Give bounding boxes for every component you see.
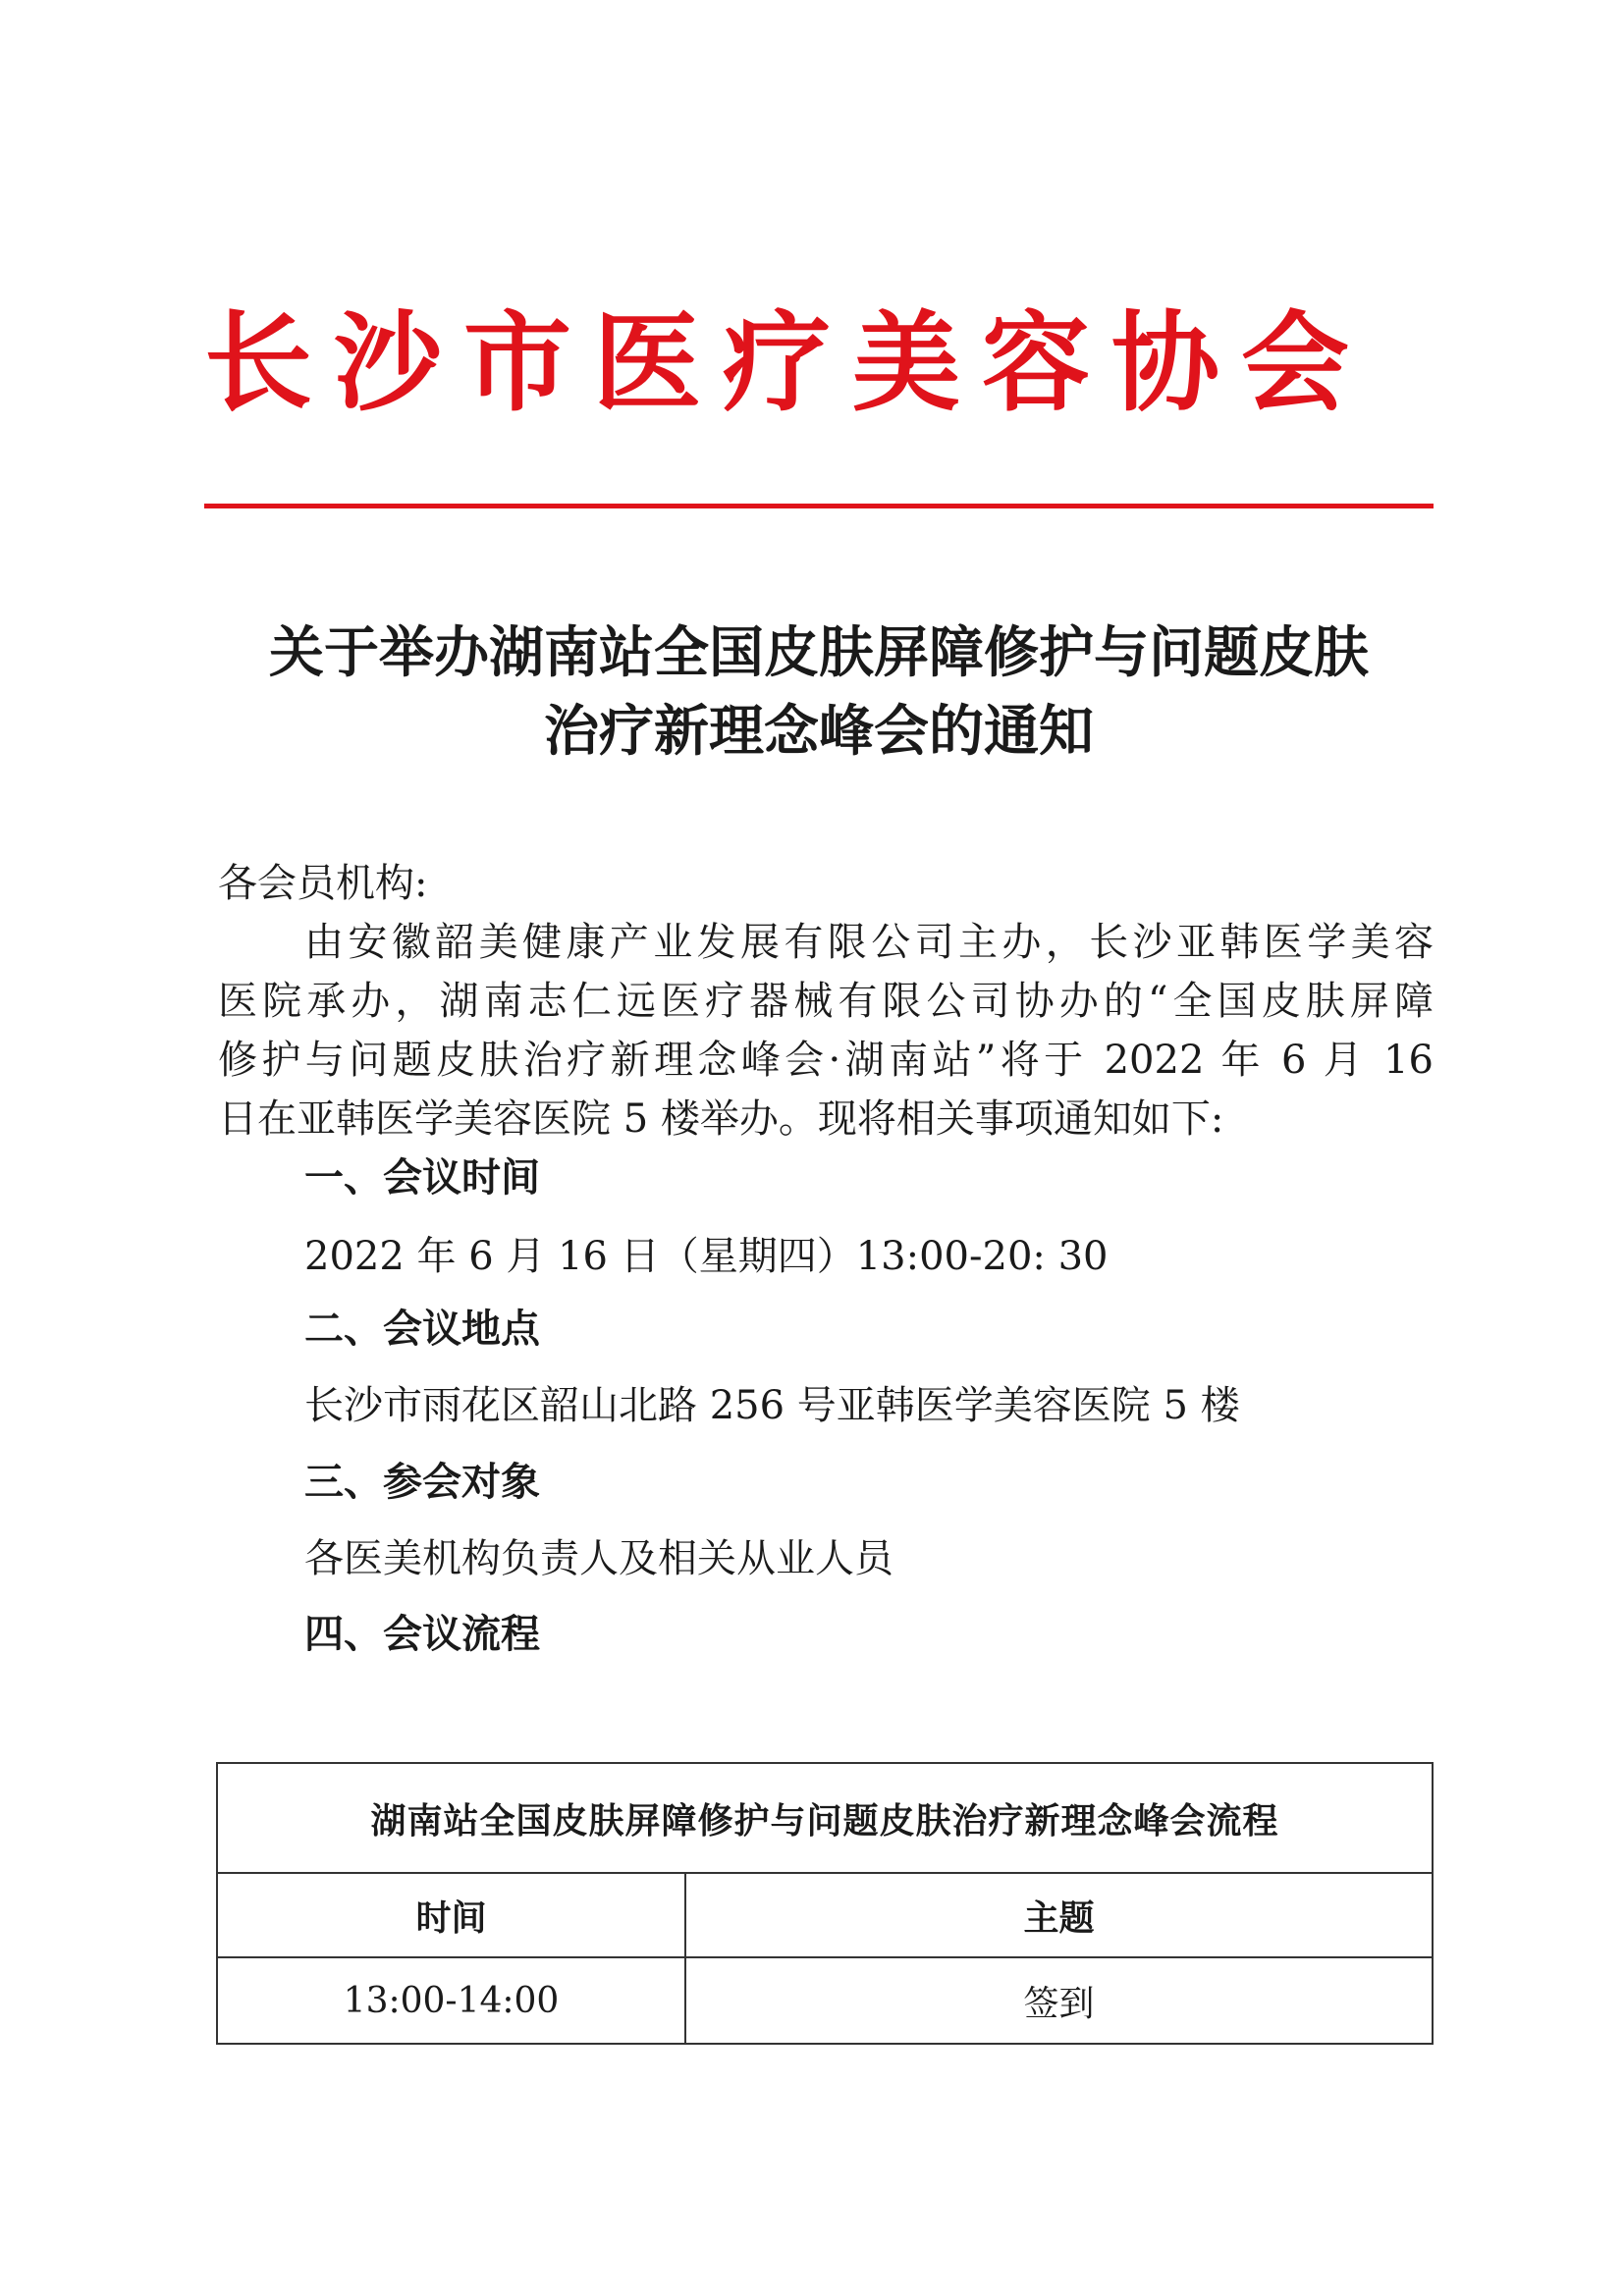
- agenda-table: [216, 1762, 1434, 2045]
- notice-title-line-1: 关于举办湖南站全国皮肤屏障修护与问题皮肤: [269, 620, 1369, 685]
- section-text-time: 2022 年 6 月 16 日（星期四）13:00-20: 30: [304, 1234, 1109, 1279]
- section-heading-agenda: 四、会议流程: [304, 1612, 540, 1657]
- intro-line-1: 由安徽韶美健康产业发展有限公司主办，长沙亚韩医学美容: [304, 920, 1434, 965]
- column-header-topic: 主题: [685, 1873, 1433, 1957]
- notice-title: [204, 614, 1434, 771]
- intro-line-4: 日在亚韩医学美容医院 5 楼举办。现将相关事项通知如下:: [218, 1096, 1224, 1142]
- section-heading-location: 二、会议地点: [304, 1307, 540, 1352]
- org-name-heading: 长沙市医疗美容协会: [204, 299, 1371, 426]
- red-divider: [204, 504, 1434, 508]
- section-heading-time: 一、会议时间: [304, 1155, 540, 1201]
- section-heading-audience: 三、参会对象: [304, 1460, 540, 1505]
- cell-topic: 签到: [685, 1957, 1433, 2044]
- table-header-row: [217, 1873, 1433, 1957]
- cell-time: 13:00-14:00: [217, 1957, 685, 2044]
- section-text-location: 长沙市雨花区韶山北路 256 号亚韩医学美容医院 5 楼: [304, 1383, 1240, 1428]
- table-row: [217, 1957, 1433, 2044]
- table-caption-row: [217, 1763, 1433, 1873]
- notice-title-line-2: 治疗新理念峰会的通知: [544, 699, 1094, 764]
- column-header-time: 时间: [217, 1873, 685, 1957]
- salutation: 各会员机构:: [218, 861, 428, 906]
- section-text-audience: 各医美机构负责人及相关从业人员: [304, 1536, 893, 1581]
- table-caption: 湖南站全国皮肤屏障修护与问题皮肤治疗新理念峰会流程: [217, 1763, 1433, 1873]
- intro-line-2: 医院承办，湖南志仁远医疗器械有限公司协办的“全国皮肤屏障: [218, 979, 1434, 1024]
- intro-line-3: 修护与问题皮肤治疗新理念峰会·湖南站”将于 2022 年 6 月 16: [218, 1038, 1434, 1083]
